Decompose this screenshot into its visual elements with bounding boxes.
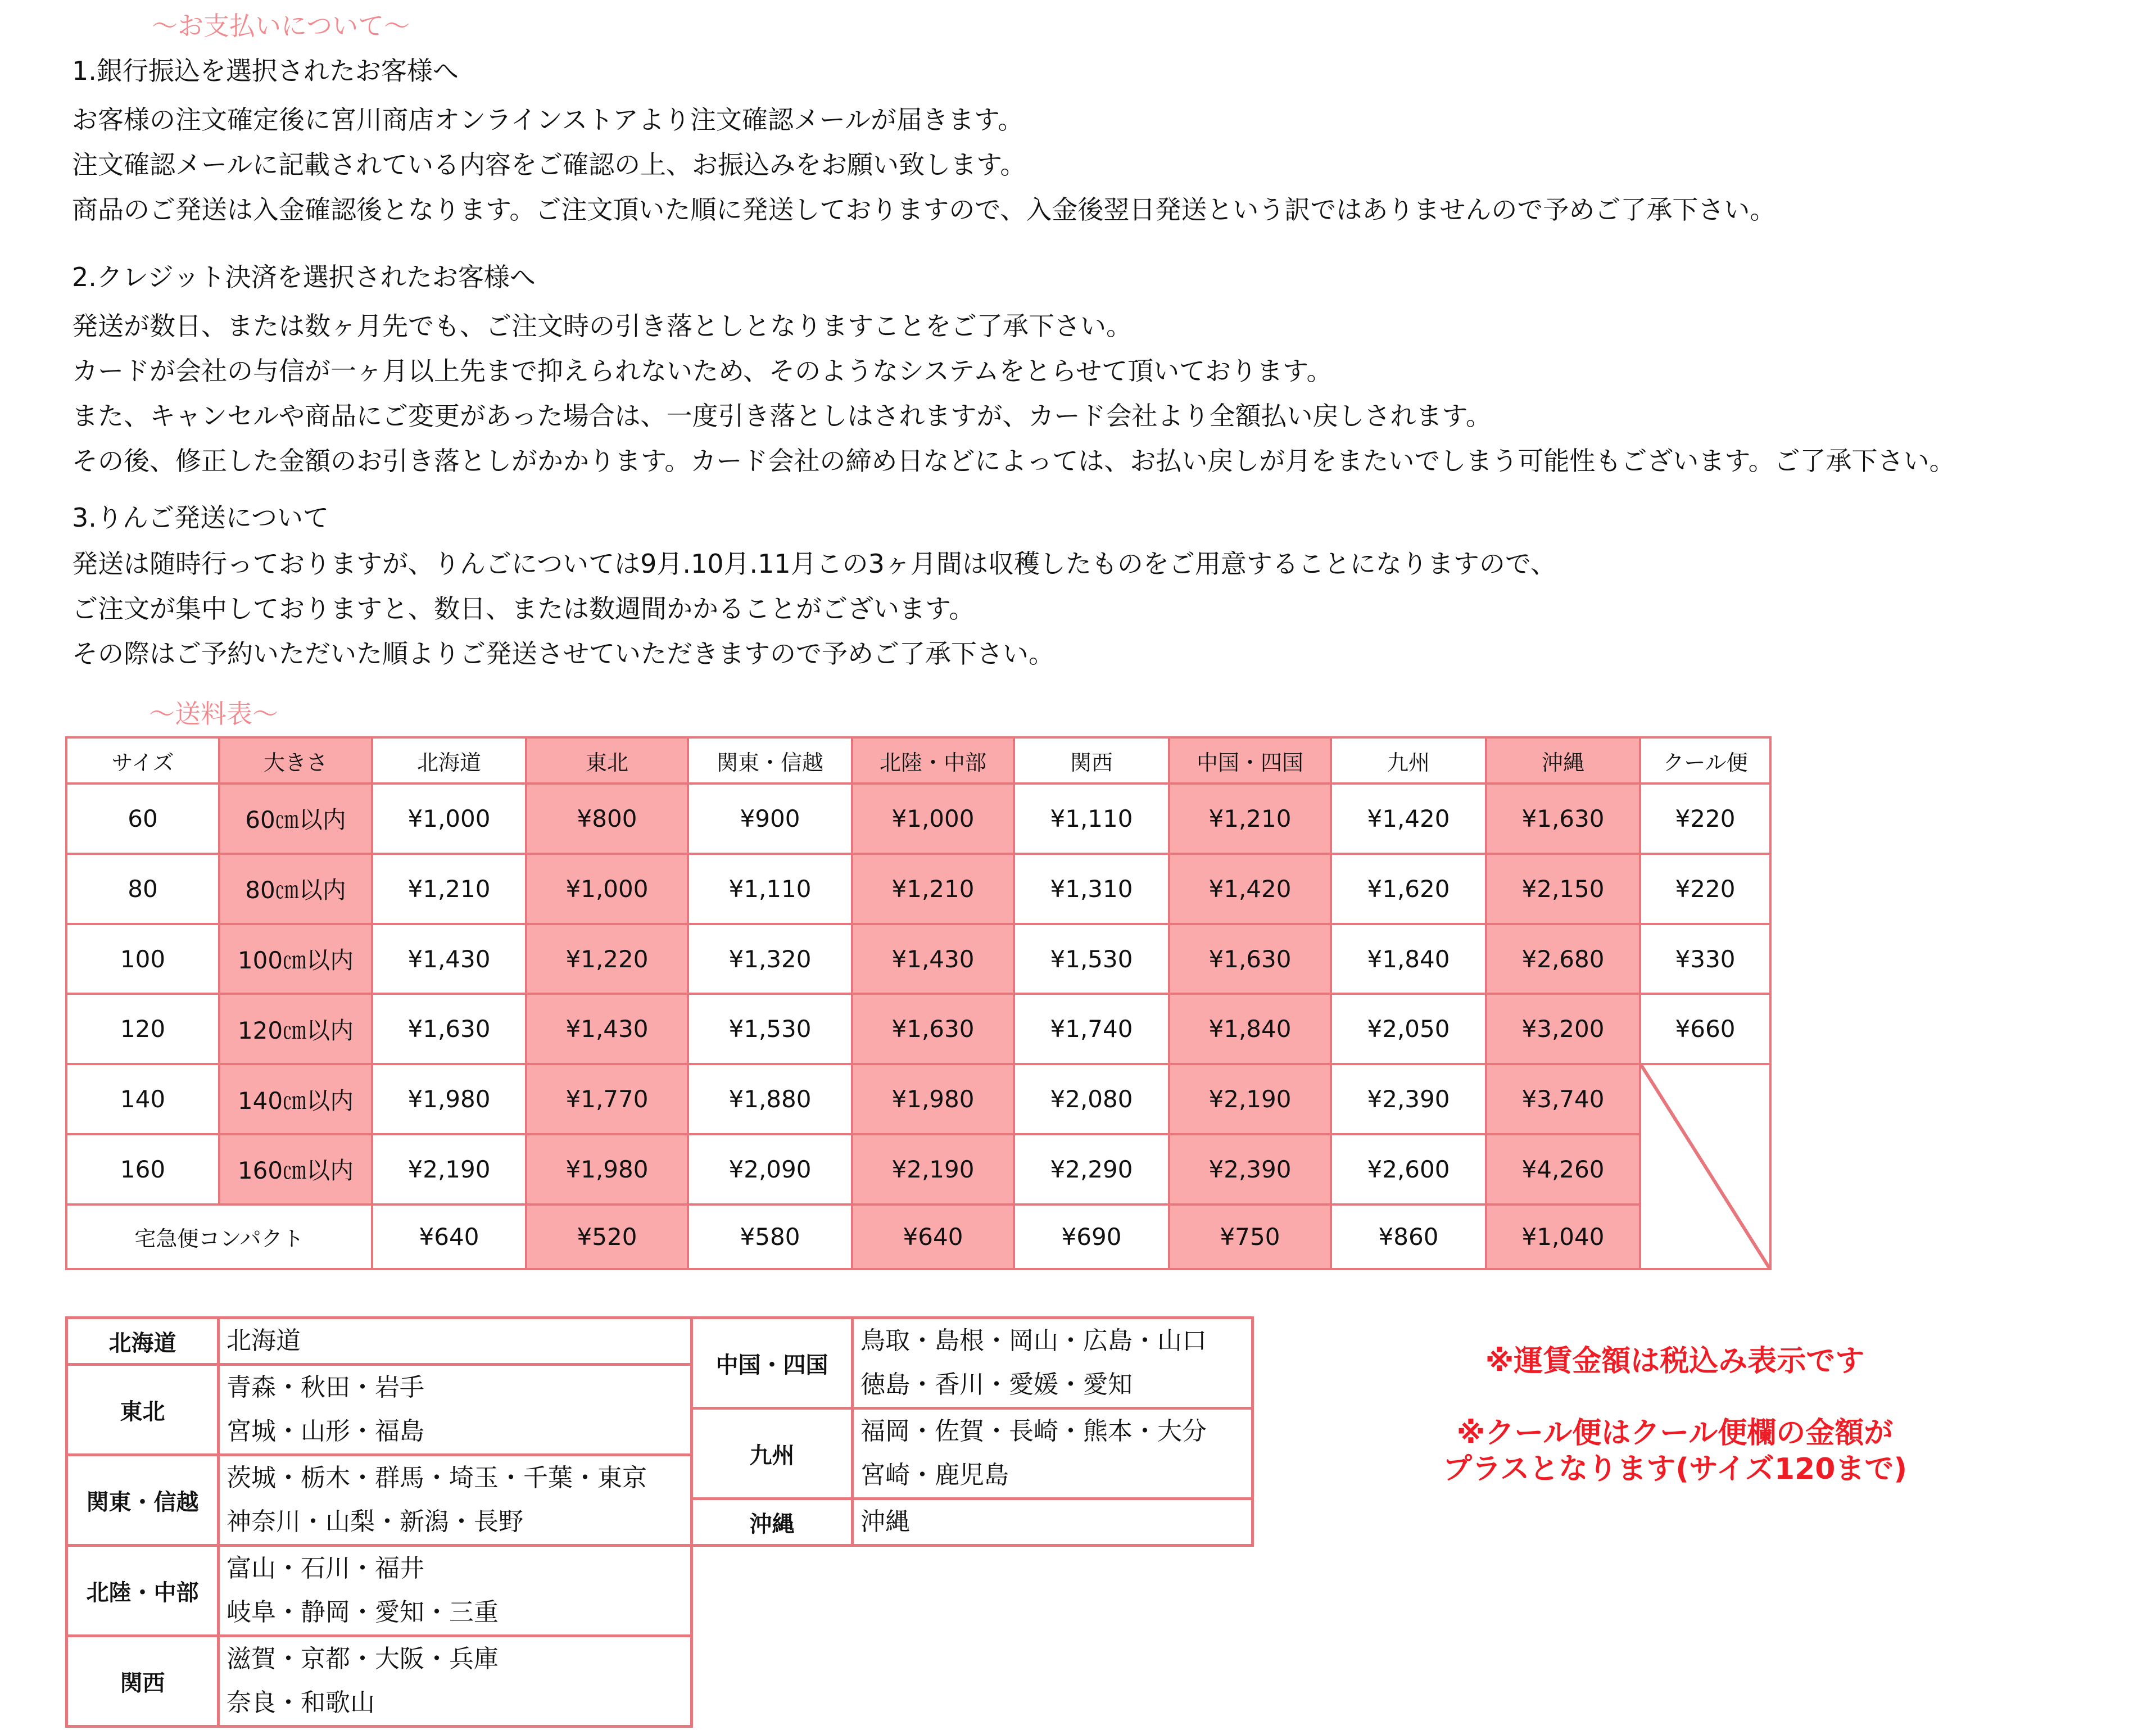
header-cell: 関東・信越 <box>688 737 852 784</box>
price-cell: ¥1,210 <box>372 854 526 924</box>
section-title-bank: 1.銀行振込を選択されたお客様へ <box>72 56 459 86</box>
price-cell: ¥2,190 <box>1169 1064 1331 1134</box>
cool-note <box>1338 1415 2012 1487</box>
price-cell: ¥1,430 <box>372 924 526 994</box>
size-cell: 60 <box>66 784 219 854</box>
table-header-row <box>66 737 1770 784</box>
price-cell: ¥1,040 <box>1486 1204 1640 1269</box>
prefecture-line: 鳥取・島根・岡山・広島・山口 <box>860 1326 1207 1355</box>
tax-note: ※運賃金額は税込み表示です <box>1485 1344 1865 1378</box>
region-prefectures <box>853 1318 1253 1409</box>
text-line: ご注文が集中しておりますと、数日、または数週間かかることがございます。 <box>72 594 975 624</box>
price-cell: ¥1,320 <box>688 924 852 994</box>
section-title-credit: 2.クレジット決済を選択されたお客様へ <box>72 262 536 292</box>
text-line: 発送が数日、または数ヶ月先でも、ご注文時の引き落としとなりますことをご了承下さい。 <box>72 311 1132 341</box>
price-cell: ¥1,770 <box>526 1064 688 1134</box>
price-cell: ¥1,220 <box>526 924 688 994</box>
header-cell: 北海道 <box>372 737 526 784</box>
prefecture-line: 徳島・香川・愛媛・愛知 <box>860 1370 1133 1399</box>
table-row <box>66 1134 1770 1204</box>
region-row <box>692 1499 1253 1546</box>
region-row <box>67 1455 692 1546</box>
prefecture-line: 福岡・佐賀・長崎・熊本・大分 <box>860 1417 1207 1446</box>
header-cell: 北陸・中部 <box>852 737 1014 784</box>
price-cell: ¥3,200 <box>1486 994 1640 1064</box>
prefecture-line: 滋賀・京都・大阪・兵庫 <box>227 1645 499 1673</box>
text-line: お客様の注文確定後に宮川商店オンラインストアより注文確認メールが届きます。 <box>72 105 1024 135</box>
price-cell: ¥2,390 <box>1169 1134 1331 1204</box>
header-cell: 東北 <box>526 737 688 784</box>
dimension-cell: 140㎝以内 <box>219 1064 372 1134</box>
table-row <box>66 1064 1770 1134</box>
dimension-cell: 160㎝以内 <box>219 1134 372 1204</box>
price-cell: ¥1,840 <box>1169 994 1331 1064</box>
price-cell: ¥1,430 <box>526 994 688 1064</box>
prefecture-line: 北海道 <box>227 1326 301 1355</box>
price-cell: ¥800 <box>526 784 688 854</box>
cool-note-line: プラスとなります(サイズ120まで) <box>1442 1452 1908 1486</box>
region-row <box>67 1318 692 1365</box>
price-cell: ¥640 <box>372 1204 526 1269</box>
prefecture-line: 岐阜・静岡・愛知・三重 <box>227 1598 499 1627</box>
region-prefectures <box>853 1409 1253 1499</box>
section-body-apple <box>72 541 1556 676</box>
header-cell: 沖縄 <box>1486 737 1640 784</box>
price-cell: ¥1,840 <box>1331 924 1486 994</box>
price-cell: ¥1,430 <box>852 924 1014 994</box>
prefecture-line: 宮城・山形・福島 <box>227 1417 424 1446</box>
region-row <box>67 1546 692 1636</box>
size-cell: 140 <box>66 1064 219 1134</box>
header-cell: 大きさ <box>219 737 372 784</box>
price-cell: ¥2,090 <box>688 1134 852 1204</box>
section-body-credit <box>72 304 1955 483</box>
table-row-compact <box>66 1204 1770 1269</box>
price-cell: ¥1,530 <box>1014 924 1169 994</box>
section-body-bank <box>72 97 1775 232</box>
price-cell: ¥2,680 <box>1486 924 1640 994</box>
price-cell: ¥1,630 <box>852 994 1014 1064</box>
price-cell: ¥1,110 <box>688 854 852 924</box>
price-cell: ¥2,290 <box>1014 1134 1169 1204</box>
table-row <box>66 784 1770 854</box>
text-line: 発送は随時行っておりますが、りんごについては9月.10月.11月この3ヶ月間は収穫したものをご用意することになりますので、 <box>72 549 1557 579</box>
text-line: また、キャンセルや商品にご変更があった場合は、一度引き落としはされますが、カード会社より全額払い戻しされます。 <box>72 401 1492 431</box>
region-prefectures <box>853 1499 1253 1546</box>
payment-heading: ～お支払いについて～ <box>152 11 410 41</box>
prefecture-line: 奈良・和歌山 <box>227 1688 375 1717</box>
price-cell: ¥1,110 <box>1014 784 1169 854</box>
price-cell: ¥1,000 <box>852 784 1014 854</box>
size-cell: 120 <box>66 994 219 1064</box>
region-prefectures <box>219 1318 692 1365</box>
text-line: その際はご予約いただいた順よりご発送させていただきますので予めご了承下さい。 <box>72 638 1054 669</box>
region-name: 沖縄 <box>692 1499 853 1546</box>
region-name: 東北 <box>67 1365 219 1455</box>
header-cell: クール便 <box>1640 737 1770 784</box>
price-cell: ¥1,530 <box>688 994 852 1064</box>
cool-note-line: ※クール便はクール便欄の金額が <box>1456 1416 1894 1450</box>
price-cell: ¥1,980 <box>372 1064 526 1134</box>
price-cell: ¥2,190 <box>852 1134 1014 1204</box>
text-line: カードが会社の与信が一ヶ月以上先まで抑えられないため、そのようなシステムをとらせて頂いております。 <box>72 356 1333 386</box>
region-name: 北海道 <box>67 1318 219 1365</box>
price-cell: ¥2,080 <box>1014 1064 1169 1134</box>
price-cell: ¥2,600 <box>1331 1134 1486 1204</box>
price-cell: ¥3,740 <box>1486 1064 1640 1134</box>
price-cell: ¥900 <box>688 784 852 854</box>
region-name: 中国・四国 <box>692 1318 853 1409</box>
text-line: その後、修正した金額のお引き落としがかかります。カード会社の締め日などによっては、お払い戻しが月をまたいでしまう可能性もございます。ご了承下さい。 <box>72 446 1955 476</box>
price-cell: ¥750 <box>1169 1204 1331 1269</box>
text-line: 注文確認メールに記載されている内容をご確認の上、お振込みをお願い致します。 <box>72 150 1026 180</box>
prefecture-line: 茨城・栃木・群馬・埼玉・千葉・東京 <box>227 1464 647 1492</box>
header-cell: 九州 <box>1331 737 1486 784</box>
price-cell: ¥2,150 <box>1486 854 1640 924</box>
size-cell: 100 <box>66 924 219 994</box>
price-cell: ¥1,980 <box>526 1134 688 1204</box>
price-cell: ¥1,000 <box>526 854 688 924</box>
price-cell: ¥1,000 <box>372 784 526 854</box>
region-table-left <box>65 1316 693 1728</box>
shipping-heading: ～送料表～ <box>149 699 278 729</box>
region-name: 九州 <box>692 1409 853 1499</box>
price-cell: ¥4,260 <box>1486 1134 1640 1204</box>
prefecture-line: 青森・秋田・岩手 <box>227 1373 424 1402</box>
price-cell: ¥1,210 <box>1169 784 1331 854</box>
price-cell: ¥690 <box>1014 1204 1169 1269</box>
price-cell: ¥2,190 <box>372 1134 526 1204</box>
table-row <box>66 994 1770 1064</box>
size-cell: 80 <box>66 854 219 924</box>
cool-price-cell: ¥330 <box>1640 924 1770 994</box>
region-table-right <box>690 1316 1254 1547</box>
price-cell: ¥640 <box>852 1204 1014 1269</box>
prefecture-line: 沖縄 <box>860 1507 910 1536</box>
prefecture-line: 富山・石川・福井 <box>227 1554 424 1583</box>
dimension-cell: 60㎝以内 <box>219 784 372 854</box>
price-cell: ¥1,310 <box>1014 854 1169 924</box>
region-row <box>692 1409 1253 1499</box>
price-cell: ¥1,210 <box>852 854 1014 924</box>
price-cell: ¥1,630 <box>1169 924 1331 994</box>
section-title-apple: 3.りんご発送について <box>72 502 329 533</box>
price-cell: ¥580 <box>688 1204 852 1269</box>
dimension-cell: 80㎝以内 <box>219 854 372 924</box>
region-name: 関東・信越 <box>67 1455 219 1546</box>
region-prefectures <box>219 1455 692 1546</box>
table-row <box>66 854 1770 924</box>
region-prefectures <box>219 1365 692 1455</box>
price-cell: ¥1,980 <box>852 1064 1014 1134</box>
price-cell: ¥520 <box>526 1204 688 1269</box>
header-cell: 関西 <box>1014 737 1169 784</box>
price-cell: ¥1,630 <box>372 994 526 1064</box>
header-cell: サイズ <box>66 737 219 784</box>
cool-price-cell: ¥220 <box>1640 854 1770 924</box>
prefecture-line: 神奈川・山梨・新潟・長野 <box>227 1507 523 1536</box>
price-cell: ¥1,420 <box>1331 784 1486 854</box>
price-cell: ¥1,740 <box>1014 994 1169 1064</box>
price-cell: ¥1,630 <box>1486 784 1640 854</box>
region-prefectures <box>219 1636 692 1727</box>
region-name: 関西 <box>67 1636 219 1727</box>
price-cell: ¥2,390 <box>1331 1064 1486 1134</box>
price-cell: ¥1,620 <box>1331 854 1486 924</box>
size-cell: 160 <box>66 1134 219 1204</box>
region-name: 北陸・中部 <box>67 1546 219 1636</box>
cool-price-cell: ¥660 <box>1640 994 1770 1064</box>
shipping-rate-table <box>65 736 1772 1270</box>
region-row <box>67 1636 692 1727</box>
cool-price-cell: ¥220 <box>1640 784 1770 854</box>
compact-label-cell: 宅急便コンパクト <box>66 1204 372 1269</box>
cool-not-available-cell <box>1640 1064 1770 1269</box>
price-cell: ¥1,420 <box>1169 854 1331 924</box>
table-row <box>66 924 1770 994</box>
region-prefectures <box>219 1546 692 1636</box>
region-row <box>67 1365 692 1455</box>
price-cell: ¥860 <box>1331 1204 1486 1269</box>
prefecture-line: 宮崎・鹿児島 <box>860 1461 1009 1489</box>
text-line: 商品のご発送は入金確認後となります。ご注文頂いた順に発送しておりますので、入金後翌日発送という訳ではありませんので予めご了承下さい。 <box>72 194 1776 225</box>
price-cell: ¥1,880 <box>688 1064 852 1134</box>
price-cell: ¥2,050 <box>1331 994 1486 1064</box>
header-cell: 中国・四国 <box>1169 737 1331 784</box>
region-row <box>692 1318 1253 1409</box>
dimension-cell: 100㎝以内 <box>219 924 372 994</box>
dimension-cell: 120㎝以内 <box>219 994 372 1064</box>
